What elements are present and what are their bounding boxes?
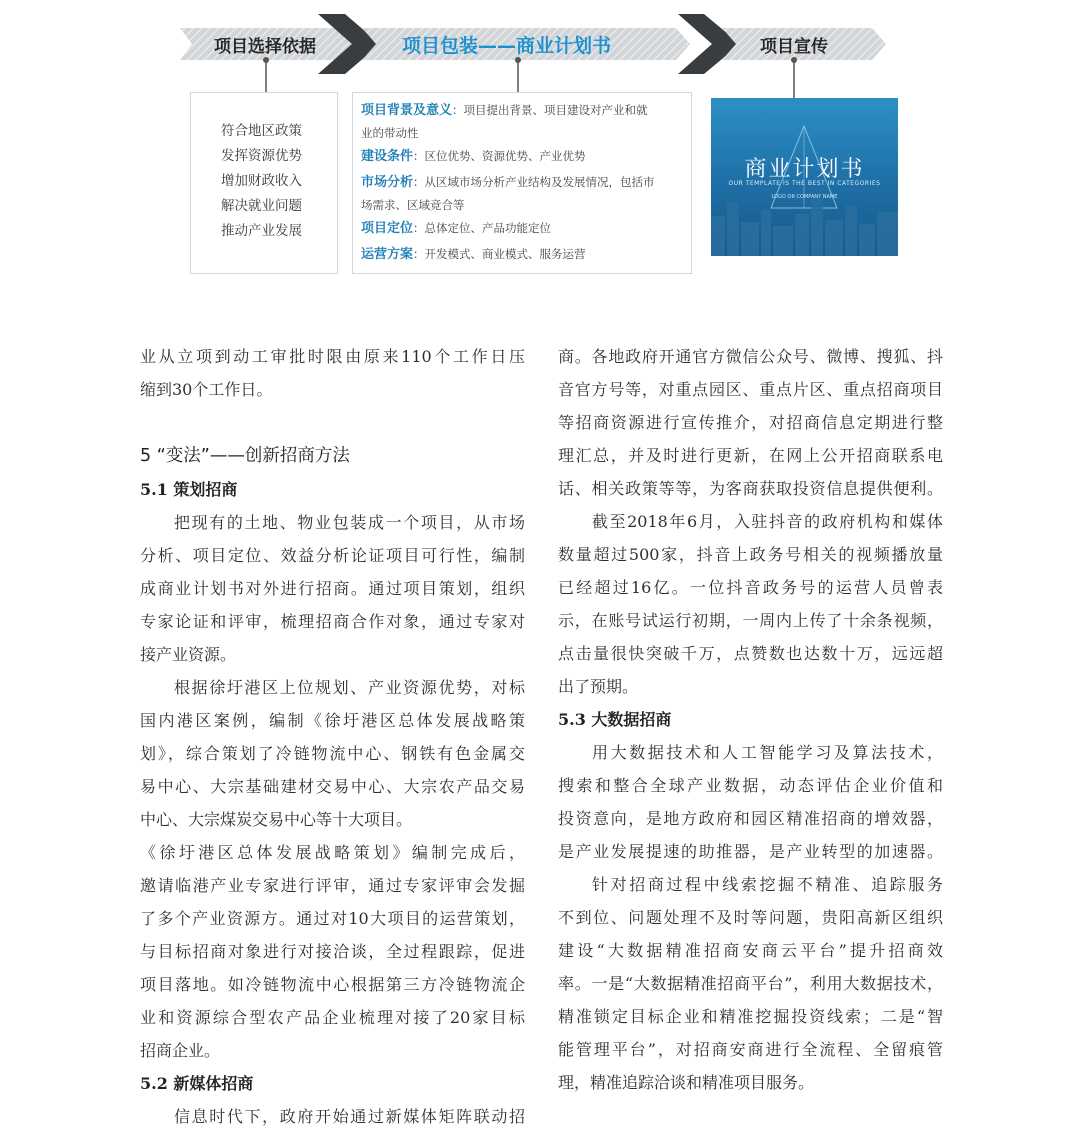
package-item-cont: 业的带动性 <box>361 126 419 140</box>
package-item <box>361 145 681 168</box>
package-item-key: 运营方案 <box>361 247 414 262</box>
paragraph-line: 音官方号等，对重点园区、重点片区、重点招商项目 <box>558 380 943 399</box>
paragraph-line: 建设“大数据精准招商安商云平台”提升招商效 <box>558 941 943 960</box>
package-item-text: ：区位优势、资源优势、产业优势 <box>413 149 586 163</box>
paragraph-line: 理汇总，并及时进行更新，在网上公开招商联系电 <box>558 446 943 465</box>
paragraph-line: 已经超过16亿。一位抖音政务号的运营人员曾表 <box>558 578 943 597</box>
package-item <box>361 99 681 144</box>
paragraph-line: 国内港区案例，编制《徐圩港区总体发展战略策 <box>140 711 525 730</box>
paragraph-line: 数量超过500家，抖音上政务号相关的视频播放量 <box>558 545 943 564</box>
package-item-text: ：从区域市场分析产业结构及发展情况，包括市 <box>413 175 655 189</box>
paragraph-line: 等招商资源进行宣传推介，对招商信息定期进行整 <box>558 413 943 432</box>
package-item-key: 市场分析 <box>361 175 414 190</box>
paragraph-line: 易中心、大宗基础建材交易中心、大宗农产品交易 <box>140 777 525 796</box>
package-item <box>361 243 681 266</box>
paragraph-line: 划》，综合策划了冷链物流中心、钢铁有色金属交 <box>140 744 525 763</box>
paragraph-line: 示，在账号试运行初期，一周内上传了十余条视频， <box>558 611 943 630</box>
paragraph-line: 接产业资源。 <box>140 645 237 664</box>
business-plan-title: 商业计划书 <box>744 157 865 182</box>
subsection-heading: 5.1 策划招商 <box>140 480 238 499</box>
package-item-text: ：总体定位、产品功能定位 <box>413 221 552 235</box>
section-heading: 5 “变法”——创新招商方法 <box>140 446 350 466</box>
step-label-package: 项目包装——商业计划书 <box>402 35 612 57</box>
paragraph-line: 《徐圩港区总体发展战略策划》编制完成后， <box>140 843 525 862</box>
paragraph-line: 出了预期。 <box>558 677 639 696</box>
paragraph-line: 业从立项到动工审批时限由原来110个工作日压 <box>140 347 525 366</box>
package-item <box>361 217 681 240</box>
subsection-heading: 5.3 大数据招商 <box>558 710 672 729</box>
paragraph-line: 话、相关政策等等，为客商获取投资信息提供便利。 <box>558 479 943 498</box>
paragraph-line: 项目落地。如冷链物流中心根据第三方冷链物流企 <box>140 975 525 994</box>
package-item-text: ：开发模式、商业模式、服务运营 <box>413 247 586 261</box>
paragraph-line: 不到位、问题处理不及时等问题，贵阳高新区组织 <box>558 908 943 927</box>
step-label-promotion: 项目宣传 <box>760 37 828 57</box>
subsection-heading: 5.2 新媒体招商 <box>140 1074 254 1093</box>
step-label-basis: 项目选择依据 <box>214 37 316 57</box>
paragraph-line: 专家论证和评审，梳理招商合作对象，通过专家对 <box>140 612 525 631</box>
package-item <box>361 171 681 216</box>
paragraph-line: 业和资源综合型农产品企业梳理对接了20家目标 <box>140 1008 525 1027</box>
business-plan-cover <box>711 98 898 256</box>
paragraph-line: 信息时代下，政府开始通过新媒体矩阵联动招 <box>174 1107 525 1126</box>
package-item-key: 项目背景及意义 <box>361 103 453 118</box>
business-plan-subtitle: OUR TEMPLATE IS THE BEST IN CATEGORIES <box>728 180 881 187</box>
paragraph-line: 投资意向，是地方政府和园区精准招商的增效器， <box>558 809 943 828</box>
basis-item: 发挥资源优势 <box>221 148 302 164</box>
paragraph-line: 针对招商过程中线索挖掘不精准、追踪服务 <box>592 875 943 894</box>
paragraph-line: 邀请临港产业专家进行评审，通过专家评审会发掘 <box>140 876 525 895</box>
paragraph-line: 根据徐圩港区上位规划、产业资源优势，对标 <box>174 678 525 697</box>
paragraph-line: 成商业计划书对外进行招商。通过项目策划，组织 <box>140 579 525 598</box>
paragraph-line: 商。各地政府开通官方微信公众号、微博、搜狐、抖 <box>558 347 943 366</box>
package-item-key: 项目定位 <box>361 221 414 236</box>
paragraph-line: 把现有的土地、物业包装成一个项目，从市场 <box>174 513 525 532</box>
package-item-cont: 场需求、区域竞合等 <box>361 198 465 212</box>
paragraph-line: 搜索和整合全球产业数据，动态评估企业价值和 <box>558 776 943 795</box>
paragraph-line: 能管理平台”，对招商安商进行全流程、全留痕管 <box>558 1040 943 1059</box>
paragraph-line: 缩到30个工作日。 <box>140 380 273 399</box>
process-diagram <box>0 0 1080 300</box>
paragraph-line: 中心、大宗煤炭交易中心等十大项目。 <box>140 810 413 829</box>
paragraph-line: 理，精准追踪洽谈和精准项目服务。 <box>558 1073 815 1092</box>
paragraph-line: 了多个产业资源方。通过对10大项目的运营策划， <box>140 909 525 928</box>
paragraph-line: 精准锁定目标企业和精准挖掘投资线索；二是“智 <box>558 1007 943 1026</box>
paragraph-line: 是产业发展提速的助推器，是产业转型的加速器。 <box>558 842 943 861</box>
basis-item: 符合地区政策 <box>221 123 302 139</box>
basis-item: 增加财政收入 <box>221 173 302 189</box>
paragraph-line: 点击量很快突破千万，点赞数也达数十万，远远超 <box>558 644 943 663</box>
paragraph-line: 用大数据技术和人工智能学习及算法技术， <box>592 743 943 762</box>
paragraph-line: 招商企业。 <box>140 1041 221 1060</box>
package-item-key: 建设条件 <box>361 149 414 164</box>
article-column-right <box>558 340 943 1099</box>
paragraph-line: 率。一是“大数据精准招商平台”，利用大数据技术， <box>558 974 943 993</box>
article-column-left <box>140 340 525 1133</box>
basis-box <box>190 92 338 274</box>
basis-item: 解决就业问题 <box>221 198 302 214</box>
paragraph-line: 分析、项目定位、效益分析论证项目可行性，编制 <box>140 546 525 565</box>
package-box <box>352 92 692 274</box>
business-plan-tagline: LOGO OR COMPANY NAME <box>771 194 838 200</box>
paragraph-line: 与目标招商对象进行对接洽谈，全过程跟踪，促进 <box>140 942 525 961</box>
basis-item: 推动产业发展 <box>221 223 302 239</box>
paragraph-line: 截至2018年6月，入驻抖音的政府机构和媒体 <box>592 512 943 531</box>
package-item-text: ：项目提出背景、项目建设对产业和就 <box>452 103 648 117</box>
